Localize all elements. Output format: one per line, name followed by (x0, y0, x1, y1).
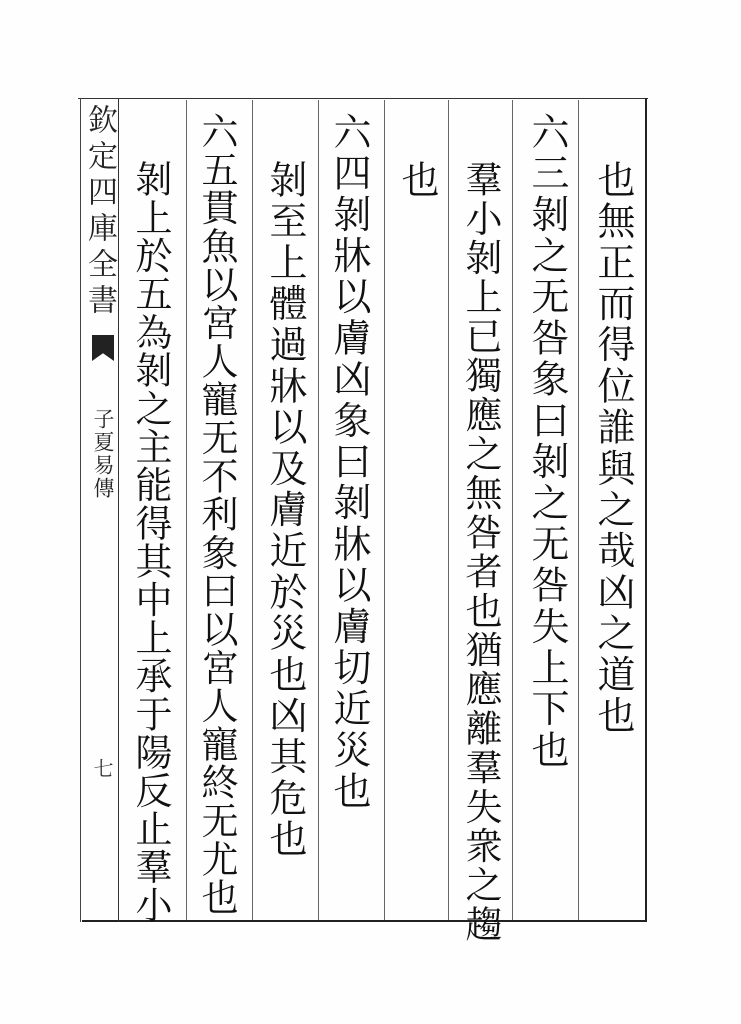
text-column-3: 羣小剝上已獨應之無咎者也猶應離羣失衆之趨 (459, 160, 502, 944)
margin-divider (118, 98, 119, 922)
frame-top-border (78, 98, 648, 99)
column-rule (186, 100, 187, 920)
frame-right-border (645, 98, 647, 922)
text-column-4: 也 (395, 160, 439, 202)
collection-title: 欽定四庫全書 (82, 104, 117, 320)
column-rule (252, 100, 253, 920)
column-rule (448, 100, 449, 920)
text-column-2: 六三剝之无咎象曰剝之无咎失上下也 (525, 112, 569, 772)
text-column-8: 剝上於五為剝之主能得其中上承于陽反止羣小 (129, 160, 172, 924)
frame-left-border (80, 98, 81, 922)
fishtail-mark-icon (92, 335, 114, 361)
column-rule (318, 100, 319, 920)
text-column-6: 剝至上體過牀以及膚近於災也凶其危也 (263, 160, 307, 861)
page-number: 七 (90, 758, 114, 779)
text-column-5: 六四剝牀以膚凶象曰剝牀以膚切近災也 (327, 112, 371, 813)
column-rule (512, 100, 513, 920)
column-rule (384, 100, 385, 920)
column-rule (578, 100, 579, 920)
book-title: 子夏易傳 (91, 408, 115, 500)
text-column-7: 六五貫魚以宮人寵无不利象曰以宮人寵終无尤也 (195, 112, 238, 917)
text-column-1: 也無正而得位誰與之哉凶之道也 (591, 160, 635, 737)
